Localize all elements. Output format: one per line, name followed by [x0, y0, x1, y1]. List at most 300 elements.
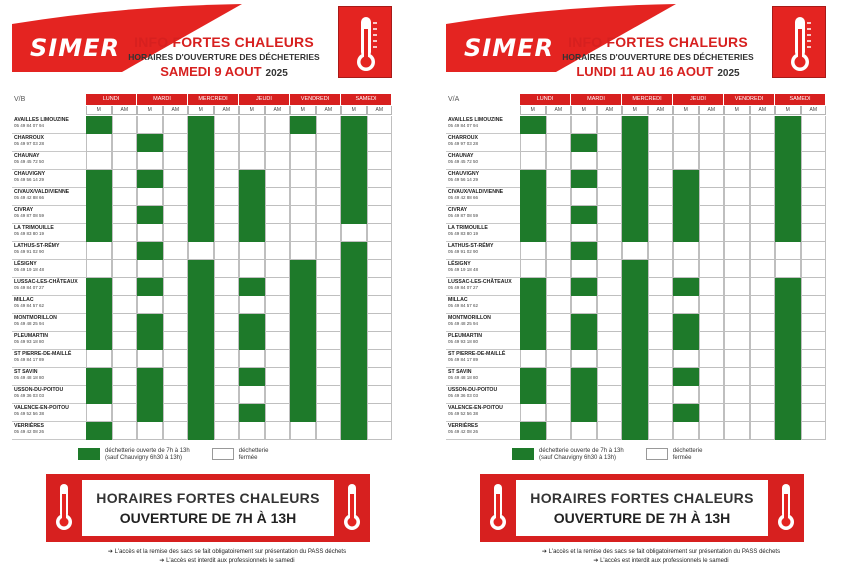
site-cell	[12, 422, 86, 440]
open-slot	[341, 296, 367, 314]
open-slot	[137, 206, 163, 224]
open-slot	[775, 278, 801, 296]
closed-slot	[673, 134, 699, 152]
open-slot	[341, 152, 367, 170]
closed-slot	[775, 242, 801, 260]
open-slot	[137, 368, 163, 386]
closed-slot	[239, 350, 265, 368]
closed-slot	[775, 260, 801, 278]
site-name: AVAILLES LIMOUZINE	[14, 117, 69, 123]
closed-slot	[316, 422, 342, 440]
site-cell	[12, 278, 86, 296]
closed-slot	[265, 116, 291, 134]
closed-slot	[801, 152, 827, 170]
thermometer-icon	[772, 6, 826, 78]
schedule-sheet-right	[436, 0, 856, 572]
open-slot	[188, 314, 214, 332]
closed-slot	[648, 368, 674, 386]
closed-slot	[316, 386, 342, 404]
closed-slot	[367, 188, 393, 206]
closed-slot	[367, 404, 393, 422]
open-slot	[290, 350, 316, 368]
site-name: CHARROUX	[14, 135, 44, 141]
closed-slot	[801, 188, 827, 206]
closed-slot	[239, 260, 265, 278]
closed-slot	[648, 332, 674, 350]
closed-slot	[546, 404, 572, 422]
closed-slot	[214, 152, 240, 170]
legend: déchetterie ouverte de 7h à 13h (sauf Chauvigny 6h30 à 13h) déchetterie fermée	[512, 448, 702, 462]
closed-slot	[673, 296, 699, 314]
open-slot	[571, 314, 597, 332]
open-slot	[775, 170, 801, 188]
table-row	[12, 116, 392, 134]
site-phone: 05 49 19 18 48	[14, 267, 45, 272]
closed-slot	[597, 278, 623, 296]
closed-slot	[571, 296, 597, 314]
closed-slot	[546, 188, 572, 206]
site-cell	[12, 116, 86, 134]
open-slot	[571, 170, 597, 188]
closed-slot	[699, 404, 725, 422]
closed-slot	[137, 296, 163, 314]
site-phone: 05 49 52 56 38	[448, 411, 479, 416]
halfday-header: AM	[163, 106, 189, 115]
open-slot	[775, 188, 801, 206]
site-phone: 05 49 83 80 19	[14, 231, 45, 236]
closed-slot	[112, 368, 138, 386]
closed-slot	[316, 296, 342, 314]
halfday-header: AM	[801, 106, 827, 115]
closed-slot	[214, 188, 240, 206]
closed-slot	[137, 152, 163, 170]
open-slot	[775, 134, 801, 152]
site-cell	[446, 404, 520, 422]
closed-slot	[188, 242, 214, 260]
site-cell	[446, 206, 520, 224]
table-row	[12, 422, 392, 440]
site-phone: 05 49 36 03 03	[448, 393, 479, 398]
halfday-header: M	[341, 106, 367, 115]
open-slot	[290, 116, 316, 134]
open-slot	[86, 368, 112, 386]
site-phone: 05 49 91 02 90	[448, 249, 479, 254]
closed-slot	[571, 152, 597, 170]
site-phone: 05 49 93 18 80	[14, 339, 45, 344]
open-slot	[137, 170, 163, 188]
simer-logo: SIMER	[464, 34, 554, 62]
closed-slot	[112, 170, 138, 188]
site-name: CHAUVIGNY	[448, 171, 480, 177]
closed-slot	[597, 404, 623, 422]
closed-slot	[239, 134, 265, 152]
closed-slot	[699, 368, 725, 386]
closed-slot	[520, 404, 546, 422]
closed-slot	[648, 278, 674, 296]
site-name: VERRIÈRES	[14, 423, 44, 429]
open-slot	[673, 332, 699, 350]
closed-slot	[367, 242, 393, 260]
closed-slot	[214, 170, 240, 188]
closed-slot	[163, 404, 189, 422]
closed-slot	[724, 134, 750, 152]
site-cell	[12, 206, 86, 224]
closed-slot	[597, 152, 623, 170]
site-phone: 05 49 42 88 66	[448, 195, 479, 200]
closed-slot	[724, 296, 750, 314]
closed-slot	[214, 242, 240, 260]
open-slot	[520, 368, 546, 386]
site-cell	[446, 188, 520, 206]
site-phone: 05 49 84 57 62	[448, 303, 479, 308]
page-title: INFO FORTES CHALEURS	[134, 34, 314, 50]
closed-slot	[801, 116, 827, 134]
open-slot	[188, 170, 214, 188]
closed-slot	[214, 368, 240, 386]
open-slot	[622, 260, 648, 278]
open-slot	[86, 332, 112, 350]
open-slot	[622, 314, 648, 332]
open-slot	[520, 386, 546, 404]
site-name: USSON-DU-POITOU	[14, 387, 64, 393]
closed-slot	[673, 116, 699, 134]
header-title-block	[124, 34, 324, 79]
table-row	[446, 134, 826, 152]
closed-slot	[648, 116, 674, 134]
open-slot	[622, 188, 648, 206]
open-slot	[137, 242, 163, 260]
closed-slot	[112, 332, 138, 350]
open-slot	[137, 278, 163, 296]
closed-slot	[112, 278, 138, 296]
closed-slot	[163, 386, 189, 404]
closed-slot	[367, 296, 393, 314]
closed-slot	[546, 296, 572, 314]
site-name: LUSSAC-LES-CHÂTEAUX	[14, 279, 78, 285]
closed-slot	[597, 206, 623, 224]
site-name: LA TRIMOUILLE	[14, 225, 54, 231]
page-title: INFO FORTES CHALEURS	[568, 34, 748, 50]
closed-slot	[597, 260, 623, 278]
closed-slot	[750, 242, 776, 260]
closed-slot	[724, 116, 750, 134]
open-slot	[86, 188, 112, 206]
site-cell	[12, 242, 86, 260]
closed-slot	[265, 134, 291, 152]
closed-slot	[546, 260, 572, 278]
closed-slot	[699, 296, 725, 314]
closed-slot	[214, 278, 240, 296]
halfday-header: M	[571, 106, 597, 115]
open-slot	[520, 206, 546, 224]
open-slot	[86, 170, 112, 188]
open-slot	[571, 134, 597, 152]
closed-slot	[239, 422, 265, 440]
open-slot	[520, 170, 546, 188]
day-header: SAMEDI	[341, 94, 392, 105]
closed-slot	[597, 224, 623, 242]
day-header: LUNDI	[86, 94, 137, 105]
halfday-header: AM	[648, 106, 674, 115]
closed-slot	[316, 206, 342, 224]
open-slot	[137, 332, 163, 350]
closed-slot	[648, 386, 674, 404]
header-title-block	[558, 34, 758, 79]
open-slot	[290, 260, 316, 278]
table-row	[12, 404, 392, 422]
open-slot	[341, 350, 367, 368]
open-slot	[571, 368, 597, 386]
closed-slot	[214, 206, 240, 224]
closed-slot	[316, 242, 342, 260]
site-cell	[446, 224, 520, 242]
closed-slot	[239, 116, 265, 134]
closed-slot	[239, 296, 265, 314]
open-slot	[622, 278, 648, 296]
simer-logo: SIMER	[30, 34, 120, 62]
closed-slot	[648, 296, 674, 314]
closed-slot	[546, 332, 572, 350]
open-slot	[239, 278, 265, 296]
open-slot	[239, 404, 265, 422]
open-slot	[239, 170, 265, 188]
closed-slot	[163, 296, 189, 314]
closed-slot	[163, 332, 189, 350]
site-name: LUSSAC-LES-CHÂTEAUX	[448, 279, 512, 285]
open-slot	[188, 386, 214, 404]
open-slot	[673, 368, 699, 386]
site-cell	[12, 296, 86, 314]
site-name: VERRIÈRES	[448, 423, 478, 429]
closed-slot	[546, 170, 572, 188]
closed-slot	[367, 260, 393, 278]
table-row	[446, 242, 826, 260]
open-slot	[86, 422, 112, 440]
open-slot	[673, 206, 699, 224]
closed-slot	[265, 224, 291, 242]
closed-slot	[546, 152, 572, 170]
halfday-header: AM	[112, 106, 138, 115]
closed-slot	[214, 116, 240, 134]
closed-slot	[724, 422, 750, 440]
closed-slot	[290, 422, 316, 440]
closed-slot	[367, 134, 393, 152]
site-phone: 05 49 84 07 27	[448, 285, 479, 290]
site-phone: 05 49 48 18 80	[448, 375, 479, 380]
open-slot	[188, 224, 214, 242]
closed-slot	[112, 116, 138, 134]
closed-slot	[265, 404, 291, 422]
closed-slot	[316, 404, 342, 422]
open-slot	[188, 188, 214, 206]
closed-slot	[290, 170, 316, 188]
halfday-header-row	[86, 106, 392, 115]
closed-slot	[137, 422, 163, 440]
closed-slot	[699, 260, 725, 278]
open-slot	[775, 314, 801, 332]
closed-slot	[750, 422, 776, 440]
closed-slot	[648, 350, 674, 368]
closed-slot	[750, 386, 776, 404]
site-cell	[12, 404, 86, 422]
closed-slot	[571, 116, 597, 134]
closed-slot	[214, 260, 240, 278]
table-row	[446, 116, 826, 134]
closed-slot	[597, 170, 623, 188]
open-slot	[622, 332, 648, 350]
open-slot	[622, 386, 648, 404]
site-cell	[446, 134, 520, 152]
closed-slot	[724, 206, 750, 224]
halfday-header: AM	[699, 106, 725, 115]
open-slot	[239, 188, 265, 206]
open-slot	[775, 404, 801, 422]
closed-slot	[86, 242, 112, 260]
closed-slot	[801, 170, 827, 188]
closed-slot	[750, 296, 776, 314]
site-phone: 05 49 56 14 29	[448, 177, 479, 182]
closed-slot	[265, 332, 291, 350]
site-name: ST SAVIN	[448, 369, 472, 375]
open-slot	[520, 278, 546, 296]
closed-slot	[163, 224, 189, 242]
site-name: LÉSIGNY	[14, 261, 37, 267]
closed-slot	[801, 296, 827, 314]
closed-slot	[546, 134, 572, 152]
closed-slot	[801, 332, 827, 350]
closed-slot	[648, 188, 674, 206]
closed-slot	[724, 278, 750, 296]
site-phone: 05 49 19 18 48	[448, 267, 479, 272]
closed-slot	[673, 260, 699, 278]
site-name: VALENCE-EN-POITOU	[14, 405, 69, 411]
site-phone: 05 49 87 08 59	[448, 213, 479, 218]
schedule-date: LUNDI 11 AU 16 AOUT 2025	[576, 64, 740, 79]
site-phone: 05 49 84 07 94	[14, 123, 45, 128]
closed-slot	[546, 206, 572, 224]
site-name: LATHUS-ST-RÉMY	[448, 243, 494, 249]
day-header: LUNDI	[520, 94, 571, 105]
closed-slot	[367, 314, 393, 332]
closed-slot	[290, 152, 316, 170]
closed-slot	[597, 314, 623, 332]
site-phone: 05 49 52 56 38	[14, 411, 45, 416]
site-phone: 05 49 83 80 19	[448, 231, 479, 236]
open-slot	[673, 278, 699, 296]
closed-slot	[571, 350, 597, 368]
closed-slot	[546, 314, 572, 332]
closed-slot	[648, 260, 674, 278]
closed-slot	[163, 314, 189, 332]
closed-slot	[367, 350, 393, 368]
halfday-header: AM	[597, 106, 623, 115]
site-phone: 05 49 84 07 94	[448, 123, 479, 128]
open-slot	[290, 332, 316, 350]
closed-slot	[265, 368, 291, 386]
closed-slot	[597, 350, 623, 368]
open-slot	[188, 206, 214, 224]
closed-slot	[265, 350, 291, 368]
closed-slot	[112, 188, 138, 206]
open-slot	[239, 206, 265, 224]
table-row	[446, 296, 826, 314]
closed-slot	[546, 368, 572, 386]
open-slot	[137, 386, 163, 404]
closed-slot	[801, 242, 827, 260]
closed-slot	[750, 188, 776, 206]
site-phone: 05 49 84 17 89	[448, 357, 479, 362]
day-header: MERCREDI	[188, 94, 239, 105]
open-slot	[571, 278, 597, 296]
closed-slot	[520, 152, 546, 170]
open-slot	[341, 170, 367, 188]
closed-slot	[648, 206, 674, 224]
closed-slot	[801, 350, 827, 368]
open-slot	[341, 278, 367, 296]
open-slot	[239, 368, 265, 386]
closed-slot	[699, 332, 725, 350]
closed-slot	[214, 350, 240, 368]
closed-slot	[597, 188, 623, 206]
halfday-header: M	[137, 106, 163, 115]
closed-slot	[750, 152, 776, 170]
open-slot	[341, 368, 367, 386]
open-slot	[673, 314, 699, 332]
closed-slot	[163, 242, 189, 260]
table-row	[12, 386, 392, 404]
site-name: PLEUMARTIN	[14, 333, 49, 339]
closed-slot	[163, 116, 189, 134]
halfday-header: AM	[265, 106, 291, 115]
closed-slot	[86, 152, 112, 170]
closed-slot	[724, 260, 750, 278]
closed-slot	[750, 134, 776, 152]
open-slot	[673, 404, 699, 422]
open-slot	[341, 206, 367, 224]
open-slot	[520, 332, 546, 350]
closed-slot	[801, 260, 827, 278]
site-cell	[446, 368, 520, 386]
open-slot	[188, 278, 214, 296]
closed-slot	[112, 422, 138, 440]
site-name: CIVAUX/VALDIVIENNE	[448, 189, 504, 195]
closed-slot	[112, 134, 138, 152]
closed-slot	[597, 242, 623, 260]
closed-slot	[137, 224, 163, 242]
closed-slot	[724, 350, 750, 368]
table-row	[446, 260, 826, 278]
table-row	[446, 188, 826, 206]
site-cell	[12, 170, 86, 188]
table-row	[12, 206, 392, 224]
closed-slot	[597, 368, 623, 386]
table-row	[446, 350, 826, 368]
halfday-header-row	[520, 106, 826, 115]
closed-slot	[622, 242, 648, 260]
site-cell	[446, 386, 520, 404]
open-slot	[341, 134, 367, 152]
closed-slot	[699, 188, 725, 206]
closed-slot	[163, 170, 189, 188]
open-slot	[86, 314, 112, 332]
closed-slot	[520, 242, 546, 260]
closed-slot	[724, 152, 750, 170]
closed-slot	[750, 224, 776, 242]
open-slot	[775, 332, 801, 350]
table-row	[12, 152, 392, 170]
closed-slot	[724, 314, 750, 332]
site-cell	[446, 296, 520, 314]
